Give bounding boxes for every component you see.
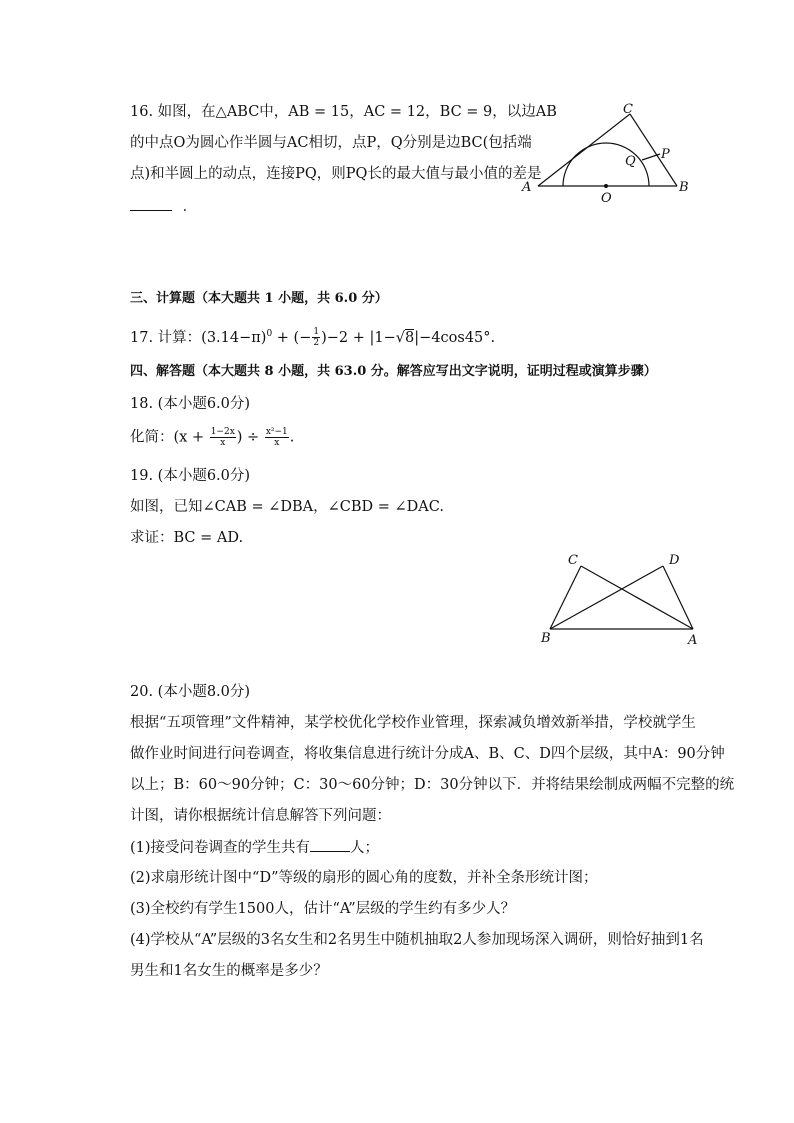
q20-paragraph-2: 做作业时间进行问卷调查，将收集信息进行统计分成A、B、C、D四个层级，其中A：90分钟	[130, 746, 725, 762]
q19-label-b: B	[541, 631, 551, 646]
q18-divide: ) ÷	[236, 429, 264, 446]
q20-subquestion-3: (3)全校约有学生1500人，估计“A”层级的学生约有多少人？	[130, 901, 516, 917]
q16-segment-pq	[642, 154, 660, 160]
q18-title: 18. (本小题6.0分)	[130, 396, 251, 412]
q17-fraction	[312, 327, 320, 348]
q16-answer-blank[interactable]	[130, 196, 172, 211]
q16-label-a: A	[522, 180, 532, 195]
q20-paragraph-3: 以上；B：60～90分钟；C：30～60分钟；D：30分钟以下．并将结果绘制成两幅不完整的统	[130, 777, 735, 793]
q16-line-4	[130, 196, 197, 217]
q20-paragraph-1: 根据“五项管理”文件精神，某学校优化学校作业管理，探索减负增效新举措，学校就学生	[130, 715, 696, 731]
q18-f2-num: x²−1	[265, 427, 288, 437]
q17-prefix: 17. 计算：(3.14−π)	[130, 329, 267, 346]
q20-subquestion-4a: (4)学校从“A”层级的3名女生和2名男生中随机抽取2人参加现场深入调研，则恰好抽到1名	[130, 932, 704, 948]
q20-subquestion-2: (2)求扇形统计图中“D”等级的扇形的圆心角的度数，并补全条形统计图；	[130, 870, 598, 886]
q18-fraction-1	[210, 427, 236, 448]
q16-line-1: 16. 如图，在△ABC中，AB = 15，AC = 12，BC = 9，以边AB	[130, 104, 557, 120]
q18-end: .	[289, 429, 295, 446]
q20-subquestion-1	[130, 837, 379, 858]
q20-title: 20. (本小题8.0分)	[130, 684, 251, 700]
q19-label-c: C	[568, 553, 578, 568]
q16-center-o	[604, 184, 608, 188]
q19-quadrilateral-figure	[535, 546, 710, 651]
q20-paragraph-4: 计图，请你根据统计信息解答下列问题：	[130, 808, 391, 824]
q17-abs-open: + |1−	[348, 329, 396, 346]
q16-side-ac	[538, 114, 630, 186]
q19-prove: 求证：BC = AD.	[130, 530, 244, 546]
q18-prefix: 化简：(x +	[130, 429, 209, 446]
q20-subquestion-4b: 男生和1名女生的概率是多少？	[130, 963, 328, 979]
q20-s1-text: (1)接受问卷调查的学生共有	[130, 840, 311, 856]
q18-expression	[130, 427, 294, 448]
q17-exponent-zero: 0	[266, 329, 273, 339]
q19-title: 19. (本小题6.0分)	[130, 468, 251, 484]
q18-f2-den: x	[274, 438, 280, 448]
q18-f1-num: 1−2x	[210, 427, 235, 437]
q20-s1-suffix: 人；	[350, 840, 380, 856]
q19-given: 如图，已知∠CAB = ∠DBA，∠CBD = ∠DAC.	[130, 499, 444, 515]
q19-segment-bd	[550, 566, 663, 629]
q17-frac-den: 2	[313, 338, 320, 349]
q16-label-b: B	[679, 180, 689, 195]
q16-period: ．	[182, 199, 198, 215]
q19-label-a: A	[688, 633, 698, 648]
q17-expression	[130, 324, 495, 348]
q17-sqrt-arg: 8	[405, 329, 415, 346]
q17-frac-num: 1	[313, 327, 320, 338]
q16-label-o: O	[601, 191, 612, 206]
q16-semicircle	[563, 143, 649, 186]
q16-label-c: C	[623, 102, 633, 117]
q19-label-d: D	[669, 553, 680, 568]
q17-plus: + (−	[272, 329, 312, 346]
q19-side-ad	[663, 566, 693, 629]
q17-rest: |−4cos45°.	[414, 329, 496, 346]
q16-line-2: 的中点O为圆心作半圆与AC相切，点P，Q分别是边BC(包括端	[130, 135, 532, 151]
q16-label-q: Q	[625, 154, 636, 169]
section-4-heading: 四、解答题（本大题共 8 小题，共 63.0 分。解答应写出文字说明，证明过程或演算步骤）	[130, 364, 657, 379]
section-3-heading: 三、计算题（本大题共 1 小题，共 6.0 分）	[130, 291, 388, 306]
q18-fraction-2	[265, 427, 289, 448]
q16-triangle-figure	[515, 98, 700, 208]
q19-side-bc	[550, 566, 581, 629]
sqrt-icon: √	[395, 329, 406, 346]
q20-s1-answer-blank[interactable]	[310, 837, 350, 852]
q16-line-3: 点)和半圆上的动点，连接PQ，则PQ长的最大值与最小值的差是	[130, 166, 542, 182]
q19-segment-ca	[581, 566, 693, 629]
q18-f1-den: x	[220, 438, 226, 448]
q16-label-p: P	[661, 147, 670, 162]
q17-exponent: )−2	[321, 329, 349, 346]
q16-side-bc	[630, 114, 677, 186]
